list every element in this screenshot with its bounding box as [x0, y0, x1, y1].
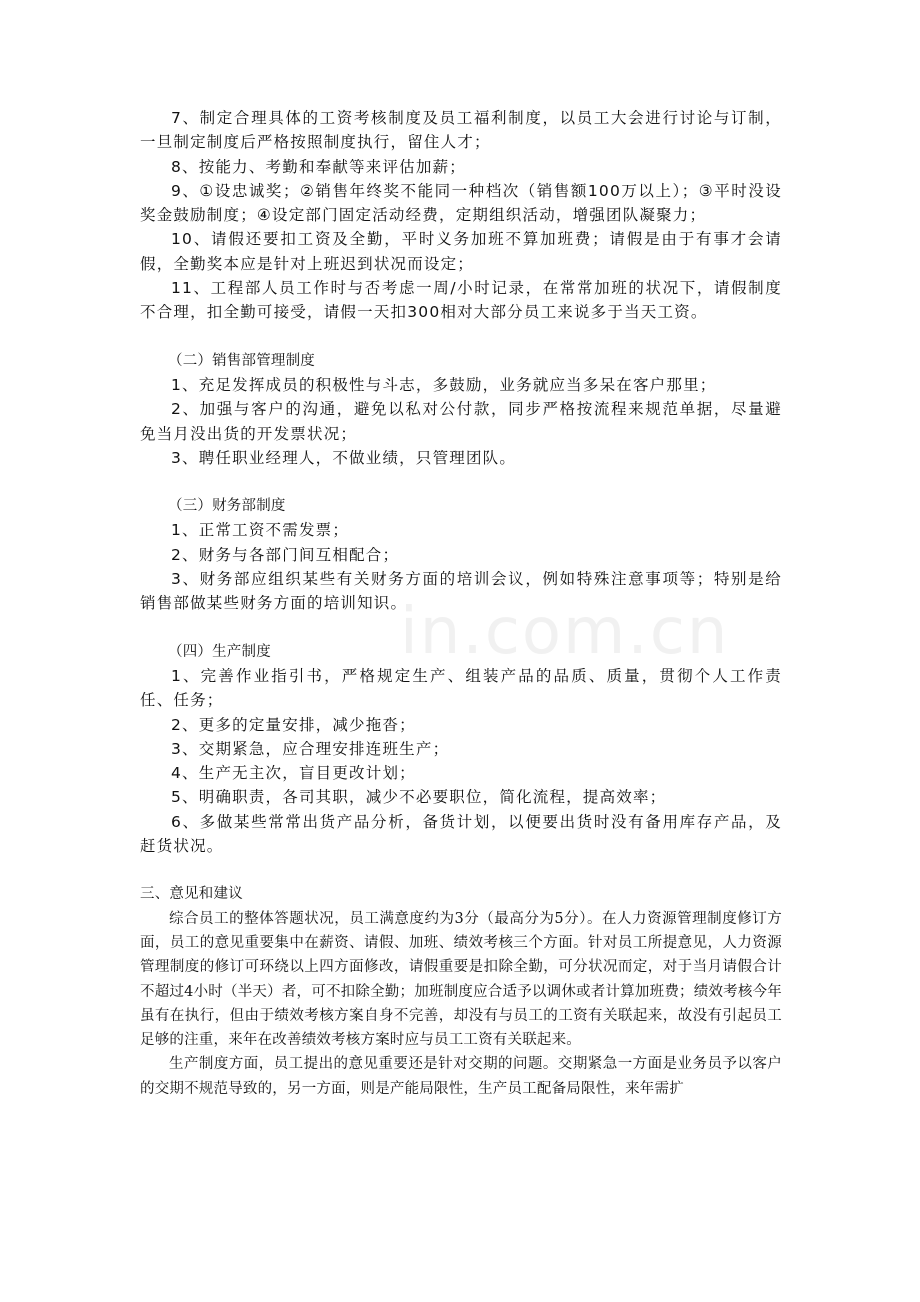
list-item: 6、多做某些常常出货产品分析，备货计划，以便要出货时没有备用库存产品，及赶货状况。 [140, 812, 782, 856]
list-item: 1、充足发挥成员的积极性与斗志，多鼓励，业务就应当多呆在客户那里； [171, 375, 717, 394]
section-heading: （二）销售部管理制度 [168, 352, 315, 369]
section-heading: 三、意见和建议 [140, 886, 243, 903]
list-item: 3、交期紧急，应合理安排连班生产； [171, 739, 450, 758]
list-item: 2、加强与客户的沟通，避免以私对公付款，同步严格按流程来规范单据，尽量避免当月没出货的开发票状况； [140, 400, 782, 443]
production-section [140, 640, 782, 859]
document-page [140, 106, 782, 1101]
list-item: 2、更多的定量安排，减少拖沓； [171, 715, 416, 734]
body-paragraph: 综合员工的整体答题状况，员工满意度约为3分（最高分为5分）。在人力资源管理制度修订方面，员工的意见重要集中在薪资、请假、加班、绩效考核三个方面。针对员工所提意见，人力资源管理制度的修订可环绕以上四方面修改，请假重要是扣除全勤，可分状况而定，对于当月请假合计不超过4小时（半天）者，可不扣除全勤；加班制度应合适予以调休或者计算加班费；绩效考核今年虽有在执行，但由于绩效考核方案自身不完善，却没有与员工的工资有关联起来，故没有引起员工足够的注重，来年在改善绩效考核方案时应与员工工资有关联起来。 [140, 910, 782, 1049]
list-item: 8、按能力、考勤和奉献等来评估加薪； [171, 157, 466, 176]
sales-section [140, 349, 782, 470]
list-item: 9、①设忠诚奖；②销售年终奖不能同一种档次（销售额100万以上）；③平时没设奖金鼓励制度；④设定部门固定活动经费，定期组织活动，增强团队凝聚力； [140, 181, 782, 225]
hr-list [140, 106, 782, 325]
list-item: 1、正常工资不需发票； [171, 521, 350, 540]
watermark-text: in.com.cn [400, 595, 730, 669]
list-item: 7、制定合理具体的工资考核制度及员工福利制度，以员工大会进行讨论与订制，一旦制定制度后严格按照制度执行，留住人才； [140, 109, 782, 152]
list-item: 5、明确职责，各司其职，减少不必要职位，简化流程，提高效率； [171, 788, 667, 807]
list-item: 11、工程部人员工作时与否考虑一周/小时记录，在常常加班的状况下，请假制度不合理，扣全勤可接受，请假一天扣300相对大部分员工来说多于当天工资。 [140, 279, 782, 322]
list-item: 3、聘任职业经理人，不做业绩，只管理团队。 [171, 448, 517, 467]
spacer [140, 470, 782, 494]
list-item: 2、财务与各部门间互相配合； [171, 545, 400, 564]
list-item: 10、请假还要扣工资及全勤，平时义务加班不算加班费；请假是由于有事才会请假，全勤奖本应是针对上班迟到状况而设定； [140, 230, 782, 273]
list-item: 3、财务部应组织某些有关财务方面的培训会议，例如特殊注意事项等；特别是给销售部做某些财务方面的培训知识。 [140, 570, 782, 613]
body-paragraph: 生产制度方面，员工提出的意见重要还是针对交期的问题。交期紧急一方面是业务员予以客户的交期不规范导致的，另一方面，则是产能局限性，生产员工配备局限性，来年需扩 [140, 1056, 782, 1097]
spacer [140, 325, 782, 349]
list-item: 4、生产无主次，盲目更改计划； [171, 764, 416, 783]
suggestions-section [140, 882, 782, 1101]
spacer [140, 858, 782, 882]
section-heading: （三）财务部制度 [168, 498, 286, 515]
finance-section [140, 494, 782, 615]
spacer [140, 616, 782, 640]
section-heading: （四）生产制度 [168, 643, 271, 660]
list-item: 1、完善作业指引书，严格规定生产、组装产品的品质、质量，贯彻个人工作责任、任务； [140, 666, 782, 710]
